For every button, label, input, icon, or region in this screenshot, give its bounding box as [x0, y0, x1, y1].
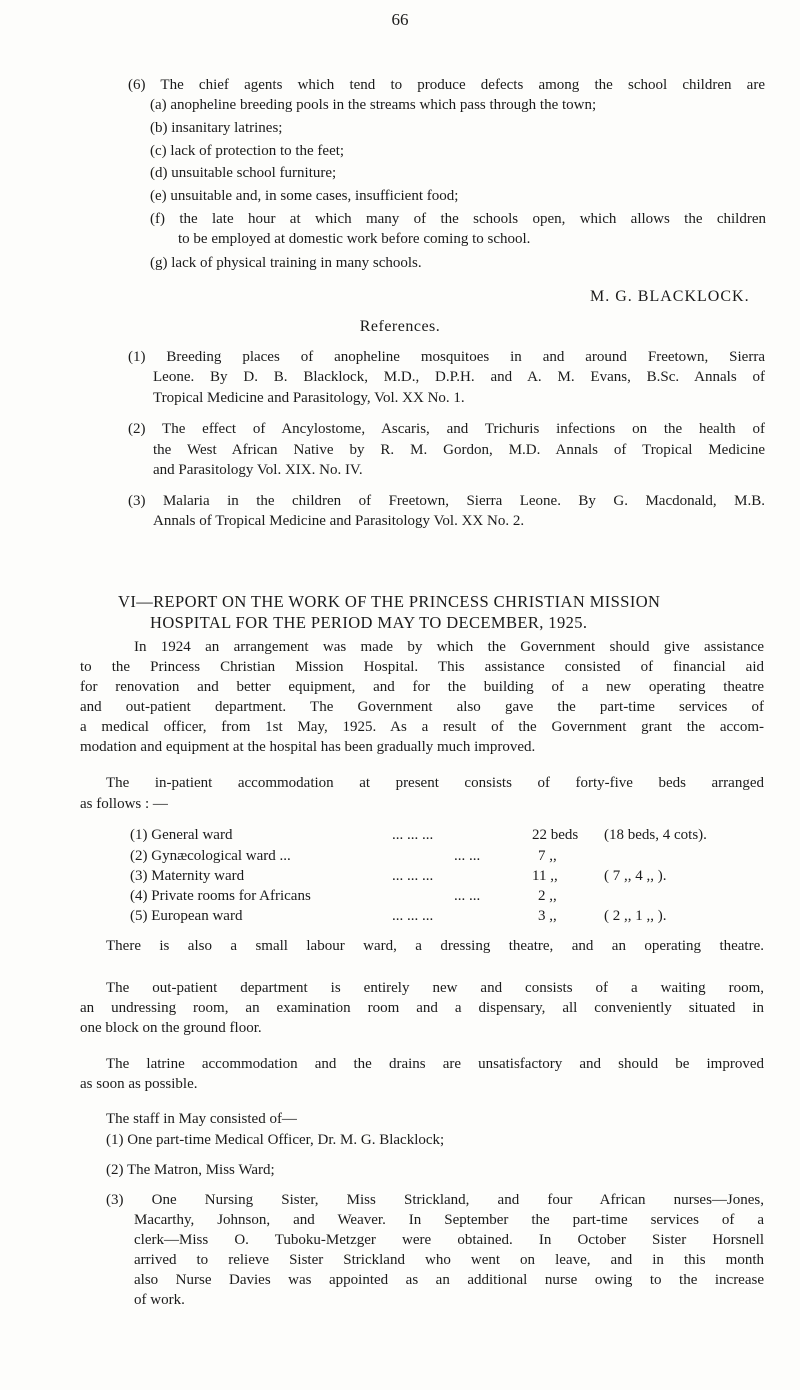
reference-line: (3) Malaria in the children of Freetown, Sierra Leone. By G. Macdonald, M.B.: [128, 493, 765, 509]
paragraph-line: a medical officer, from 1st May, 1925. As a result of the Government grant the accom-: [80, 719, 764, 735]
ward-beds: 3 ,,: [538, 908, 557, 924]
ward-label: (5) European ward: [130, 908, 243, 924]
defect-item: (f) the late hour at which many of the schools open, which allows the children: [150, 211, 766, 227]
staff-item-continued: of work.: [134, 1292, 185, 1308]
defect-item: (a) anopheline breeding pools in the streams which pass through the town;: [150, 97, 597, 113]
staff-item-continued: also Nurse Davies was appointed as an additional nurse owing to the increase: [134, 1272, 764, 1288]
paragraph-line: The latrine accommodation and the drains are unsatisfactory and should be improved: [106, 1056, 764, 1072]
paragraph-line: for renovation and better equipment, and for the building of a new operating theatre: [80, 679, 764, 695]
reference-line: Annals of Tropical Medicine and Parasitology Vol. XX No. 2.: [153, 513, 525, 529]
paragraph-line: The in-patient accommodation at present consists of forty-five beds arranged: [106, 775, 764, 791]
paragraph-line: There is also a small labour ward, a dressing theatre, and an operating theatre.: [106, 938, 764, 954]
defect-item-continued: to be employed at domestic work before coming to school.: [178, 231, 531, 247]
ward-label: (1) General ward: [130, 827, 233, 843]
staff-item-continued: clerk—Miss O. Tuboku-Metzger were obtained. In October Sister Horsnell: [134, 1232, 764, 1248]
defect-item: (g) lack of physical training in many schools.: [150, 255, 422, 271]
ward-beds: 11 ,,: [532, 868, 558, 884]
paragraph-line: The out-patient department is entirely new and consists of a waiting room,: [106, 980, 764, 996]
paragraph-line: and out-patient department. The Government also gave the part-time services of: [80, 699, 764, 715]
references-title: References.: [359, 318, 441, 335]
paragraph-line: modation and equipment at the hospital has been gradually much improved.: [80, 739, 536, 755]
leader-dots: ... ... ...: [392, 908, 434, 924]
staff-item-continued: arrived to relieve Sister Strickland who went on leave, and in this month: [134, 1252, 764, 1268]
paragraph-line: as follows : —: [80, 796, 168, 812]
leader-dots: ... ...: [454, 848, 481, 864]
staff-item: (1) One part-time Medical Officer, Dr. M. G. Blacklock;: [106, 1132, 445, 1148]
ward-detail: ( 7 ,, 4 ,, ).: [604, 868, 667, 884]
staff-item: (3) One Nursing Sister, Miss Strickland, and four African nurses—Jones,: [106, 1192, 764, 1208]
defect-item: (c) lack of protection to the feet;: [150, 143, 345, 159]
staff-item: (2) The Matron, Miss Ward;: [106, 1162, 275, 1178]
defects-intro: (6) The chief agents which tend to produce defects among the school children are: [128, 77, 765, 93]
ward-label: (2) Gynæcological ward ...: [130, 848, 291, 864]
section-heading: HOSPITAL FOR THE PERIOD MAY TO DECEMBER, 1925.: [150, 613, 588, 632]
ward-beds: 22 beds: [532, 827, 579, 843]
paragraph-line: an undressing room, an examination room and a dispensary, all conveniently situated in: [80, 1000, 764, 1016]
ward-label: (3) Maternity ward: [130, 868, 245, 884]
reference-line: the West African Native by R. M. Gordon, M.D. Annals of Tropical Medicine: [153, 442, 765, 458]
section-heading: VI—REPORT ON THE WORK OF THE PRINCESS CHRISTIAN MISSION: [118, 592, 661, 611]
defect-item: (d) unsuitable school furniture;: [150, 165, 337, 181]
ward-label: (4) Private rooms for Africans: [130, 888, 311, 904]
paragraph-line: The staff in May consisted of—: [106, 1111, 297, 1127]
paragraph-line: one block on the ground floor.: [80, 1020, 262, 1036]
reference-line: (2) The effect of Ancylostome, Ascaris, and Trichuris infections on the health of: [128, 421, 765, 437]
reference-line: (1) Breeding places of anopheline mosquitoes in and around Freetown, Sierra: [128, 349, 765, 365]
defect-item: (b) insanitary latrines;: [150, 120, 283, 136]
ward-beds: 7 ,,: [538, 848, 557, 864]
paragraph-line: to the Princess Christian Mission Hospital. This assistance consisted of financial aid: [80, 659, 764, 675]
defect-item: (e) unsuitable and, in some cases, insufficient food;: [150, 188, 459, 204]
author-signature: M. G. BLACKLOCK.: [590, 288, 750, 305]
leader-dots: ... ... ...: [392, 827, 434, 843]
leader-dots: ... ...: [454, 888, 481, 904]
leader-dots: ... ... ...: [392, 868, 434, 884]
reference-line: Tropical Medicine and Parasitology, Vol. XX No. 1.: [153, 390, 465, 406]
reference-line: and Parasitology Vol. XIX. No. IV.: [153, 462, 363, 478]
ward-detail: (18 beds, 4 cots).: [604, 827, 707, 843]
reference-line: Leone. By D. B. Blacklock, M.D., D.P.H. and A. M. Evans, B.Sc. Annals of: [153, 369, 765, 385]
ward-detail: ( 2 ,, 1 ,, ).: [604, 908, 667, 924]
paragraph-line: as soon as possible.: [80, 1076, 198, 1092]
ward-beds: 2 ,,: [538, 888, 557, 904]
staff-item-continued: Macarthy, Johnson, and Weaver. In September the part-time services of a: [134, 1212, 764, 1228]
paragraph-line: In 1924 an arrangement was made by which the Government should give assistance: [134, 639, 764, 655]
page-number: 66: [391, 10, 409, 29]
